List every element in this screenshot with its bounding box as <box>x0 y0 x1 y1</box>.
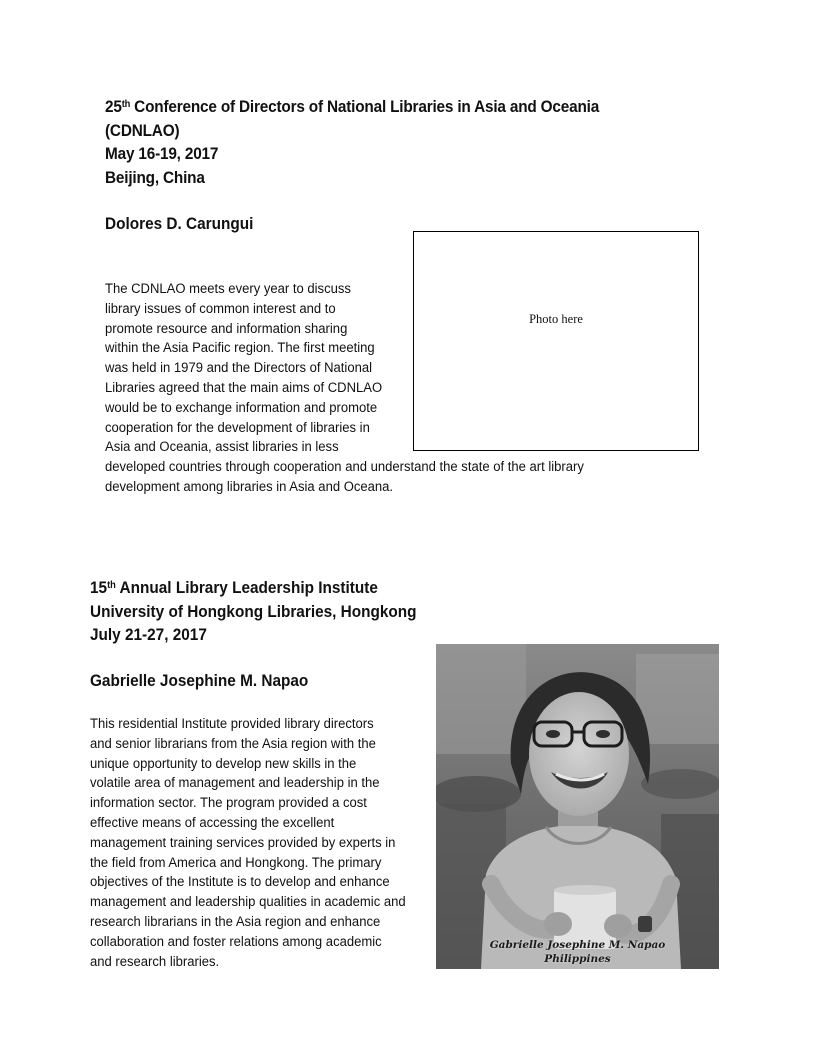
paragraph-line: management training services provided by experts in <box>90 834 396 851</box>
paragraph-line: library issues of common interest and to <box>105 300 336 317</box>
conference-location: Beijing, China <box>105 168 205 187</box>
paragraph-line: effective means of accessing the excellent <box>90 814 335 831</box>
paragraph-line: Libraries agreed that the main aims of CDNLAO <box>105 379 383 396</box>
institute-heading <box>90 577 611 648</box>
institute-title-line2: University of Hongkong Libraries, Hongkong <box>90 602 417 621</box>
portrait-photo <box>436 644 719 969</box>
paragraph-line: the field from America and Hongkong. The primary <box>90 854 382 871</box>
paragraph-line: developed countries through cooperation and understand the state of the art library <box>105 459 584 476</box>
photo-caption-country: Philippines <box>544 953 611 965</box>
paragraph-line: The CDNLAO meets every year to discuss <box>105 281 351 297</box>
portrait-illustration <box>436 644 719 969</box>
paragraph-line: cooperation for the development of libraries in <box>105 419 370 436</box>
paragraph-line: This residential Institute provided library directors <box>90 716 374 732</box>
conference-title-line1: 25th Conference of Directors of National Libraries in Asia and Oceania <box>105 98 600 116</box>
institute-title-line1: 15th Annual Library Leadership Institute <box>90 579 378 597</box>
paragraph-line: and senior librarians from the Asia region with the <box>90 735 376 752</box>
photo-placeholder-text: Photo here <box>529 312 583 326</box>
conference-date: May 16-19, 2017 <box>105 145 219 163</box>
photo-caption-name: Gabrielle Josephine M. Napao <box>489 939 666 951</box>
paragraph-line: within the Asia Pacific region. The first meeting <box>105 340 375 357</box>
paragraph-line: objectives of the Institute is to develop and enhance <box>90 874 390 891</box>
paragraph-line: and research libraries. <box>90 953 220 970</box>
conference-title-line2: (CDNLAO) <box>105 121 180 140</box>
conference-description <box>105 280 675 498</box>
photo-caption <box>436 938 719 966</box>
paragraph-line: development among libraries in Asia and Oceana. <box>105 478 394 495</box>
paragraph-line: management and leadership qualities in academic and <box>90 894 406 911</box>
institute-description <box>90 715 440 972</box>
paragraph-line: volatile area of management and leadership in the <box>90 775 380 792</box>
author-name: Gabrielle Josephine M. Napao <box>90 672 309 690</box>
institute-date: July 21-27, 2017 <box>90 626 207 644</box>
conference-heading <box>105 96 626 190</box>
paragraph-line: Asia and Oceania, assist libraries in less <box>105 439 339 456</box>
paragraph-line: collaboration and foster relations among academic <box>90 933 382 950</box>
author-name: Dolores D. Carungui <box>105 215 254 233</box>
paragraph-line: promote resource and information sharing <box>105 320 348 337</box>
paragraph-line: information sector. The program provided a cost <box>90 795 367 812</box>
paragraph-line: research librarians in the Asia region and enhance <box>90 913 381 930</box>
paragraph-line: unique opportunity to develop new skills in the <box>90 755 357 772</box>
paragraph-line: was held in 1979 and the Directors of National <box>105 360 373 377</box>
paragraph-line: would be to exchange information and promote <box>105 399 378 416</box>
